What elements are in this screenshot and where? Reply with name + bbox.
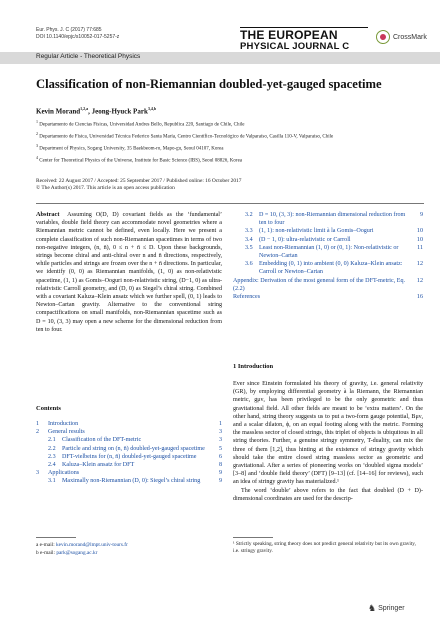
divider	[36, 203, 424, 204]
email-label: a e-mail:	[36, 542, 55, 548]
crossmark-icon	[376, 30, 390, 44]
toc-number: 1	[36, 421, 40, 427]
toc-title[interactable]: DFT-vielbeins for (n, n̄) doubled-yet-gauged spacetime	[62, 453, 197, 460]
introduction-body	[233, 380, 423, 503]
author-sup: 3,4,b	[147, 106, 157, 111]
affiliations	[36, 119, 426, 167]
publisher-logo	[368, 603, 405, 614]
toc-page[interactable]: 1	[218, 421, 222, 427]
toc-page[interactable]: 3	[218, 437, 222, 444]
toc-number: 3	[36, 470, 40, 477]
author-name[interactable]: Kevin Morand	[36, 107, 81, 116]
toc-number: 3.2	[245, 212, 253, 218]
toc-entry[interactable]	[36, 445, 222, 453]
toc-page[interactable]: 6	[218, 453, 222, 460]
email-link[interactable]: park@sogang.ac.kr	[56, 550, 98, 556]
section-heading-introduction: 1 Introduction	[233, 363, 274, 370]
toc-number: 3.1	[48, 478, 56, 485]
email-block	[36, 541, 222, 557]
toc-entry[interactable]	[36, 453, 222, 461]
toc-number: 3.3	[245, 228, 253, 235]
toc-entry[interactable]	[36, 420, 222, 428]
toc-number: 3.6	[245, 261, 253, 268]
toc-title[interactable]: Least non-Riemannian (1, 0) or (0, 1): Non-relativistic or Newton–Cartan	[259, 244, 399, 260]
toc-number: 2.1	[48, 437, 56, 444]
toc-title[interactable]: Appendix: Derivation of the most general form of the DFT-metric, Eq. (2.2)	[233, 277, 406, 292]
toc-entry[interactable]	[36, 477, 222, 485]
paragraph: Ever since Einstein formulated his theory of gravity, i.e. general relativity (GR), by employing differential geometry à la Riemann, the Riemannian metric, gμν, has been privileged to be the only geometric and thus gravitational field. All other fields are meant to be ‘extra matters’. On the other hand, string theory suggests us to put a two-form gauge potential, Bμν, and a scalar dilaton, ϕ, on an equal footing along with the metric. Forming the massless sector of closed strings, this triplet of objects is ubiquitous in all string theories. Further, a genuine stringy symmetry, T-duality, can mix the three of them [1,2], thus hinting at the existence of stringy gravity which should take the entire closed string massless sector as geometric and gravitational. After a series of pioneering works on ‘doubled sigma models’ [3–8] and ‘double field theory’ (DFT) [9–13] (cf. [14–16] for reviews), such an idea of stringy gravity has materialized.¹	[233, 381, 423, 486]
toc-page[interactable]: 5	[218, 445, 222, 452]
affiliation-text: Departamento de Ciencias Físicas, Universidad Andres Bello, Republica 220, Santiago de Chile, Chile	[39, 122, 245, 128]
affiliation-number: 4	[36, 154, 38, 160]
toc-page[interactable]: 9	[218, 478, 222, 485]
footnote-divider	[36, 537, 76, 538]
publisher-name: Springer	[378, 605, 405, 612]
contents-heading: Contents	[36, 405, 61, 412]
email-link[interactable]: kevin.morand@lmpt.univ-tours.fr	[56, 542, 128, 548]
affiliation-number: 3	[36, 142, 38, 148]
crossmark-badge[interactable]	[376, 30, 427, 44]
abstract-text: Assuming O(D, D) covariant fields as the ‘fundamental’ variables, double field theory can accommodate novel geometries where a Riemannian metric cannot be defined, even locally. Here we present a complete classification of such non-Riemannian spacetimes in terms of two non-negative integers, (n, n̄), 0 ≤ n + n̄ ≤ D. Upon these backgrounds, strings become chiral and anti-chiral over n and n̄ directions, respectively, while particles and strings are frozen over the n + n̄ directions. In particular, we identify (0, 0) as Riemannian manifolds, (1, 0) as non-relativistic spacetime, (1, 1) as Gomis–Ooguri non-relativistic string, (D−1, 0) as ultra-relativistic Carroll geometry, and (D, 0) as Siegel’s chiral string. Combined with a covariant Kaluza–Klein ansatz which we further spell, (0, 1) leads to Newton–Cartan gravity. Alternative to the conventional string compactifications on small manifolds, non-Riemannian spacetime such as D = 10, (3, 3) may open a new scheme for the dimensional reduction from ten to four.	[36, 212, 222, 333]
copyright-line: © The Author(s) 2017. This article is an open access publication	[36, 185, 175, 191]
toc-page[interactable]: 11	[417, 244, 423, 251]
toc-number: 3.4	[245, 236, 253, 243]
affiliation-text: Department of Physics, Sogang University, 35 Baekbeom-ro, Mapo-gu, Seoul 04107, Korea	[39, 146, 224, 152]
toc-entry[interactable]	[233, 236, 423, 244]
publication-dates	[36, 178, 426, 192]
toc-title[interactable]: General results	[48, 429, 85, 436]
affiliation	[36, 131, 426, 141]
affiliation	[36, 143, 426, 153]
toc-page[interactable]: 9	[218, 470, 222, 477]
toc-entry[interactable]	[233, 244, 423, 260]
toc-number: 2.3	[48, 453, 56, 460]
crossmark-label: CrossMark	[393, 33, 427, 41]
affiliation-number: 1	[36, 119, 38, 124]
email-line	[36, 541, 222, 549]
article-type-bar	[0, 52, 440, 64]
toc-entry[interactable]	[233, 293, 423, 301]
toc-page[interactable]: 12	[416, 277, 423, 284]
toc-title[interactable]: Kaluza–Klein ansatz for DFT	[62, 462, 135, 469]
springer-horse-icon: ♞	[368, 603, 377, 613]
affiliation	[36, 155, 426, 165]
journal-line-1: THE EUROPEAN	[240, 28, 338, 42]
abstract	[36, 211, 222, 334]
toc-title[interactable]: (1, 1): non-relativistic limit à la Gomis–Ooguri	[259, 228, 374, 235]
toc-number: 2.2	[48, 445, 56, 452]
author-sup: 1,2,a	[80, 106, 89, 111]
email-line	[36, 549, 222, 557]
toc-page[interactable]: 9	[419, 212, 423, 218]
paragraph: The word ‘double’ above refers to the fact that doubled (D + D)-dimensional coordinates are used for the descrip-	[233, 487, 423, 502]
toc-entry[interactable]	[233, 277, 423, 293]
toc-number: 3.5	[245, 244, 253, 251]
table-of-contents	[36, 420, 222, 486]
toc-entry[interactable]	[233, 227, 423, 235]
toc-entry[interactable]	[36, 436, 222, 444]
email-label: b e-mail:	[36, 550, 55, 556]
toc-title[interactable]: Particle and string on (n, n̄) doubled-yet-gauged spacetime	[62, 445, 205, 452]
author-separator: ,	[88, 107, 92, 116]
abstract-label: Abstract	[36, 211, 60, 218]
affiliation-text: Center for Theoretical Physics of the Universe, Institute for Basic Science (IBS), Seoul 08826, Korea	[39, 158, 243, 164]
toc-number: 2	[36, 429, 40, 436]
table-of-contents-continued	[233, 211, 423, 301]
toc-title[interactable]: Applications	[48, 470, 80, 477]
toc-title[interactable]: Maximally non-Riemannian (D, 0): Siegel’s chiral string	[62, 478, 201, 485]
toc-title[interactable]: (D − 1, 0): ultra-relativistic or Carroll	[259, 236, 351, 243]
authors	[36, 106, 156, 115]
footnote-divider	[233, 537, 273, 538]
toc-title[interactable]: D = 10, (3, 3): non-Riemannian dimensional reduction from ten to four	[259, 212, 406, 227]
toc-page[interactable]: 10	[416, 236, 423, 243]
toc-page[interactable]: 12	[416, 261, 423, 268]
toc-entry[interactable]	[36, 469, 222, 477]
article-title: Classification of non-Riemannian doubled-yet-gauged spacetime	[36, 77, 382, 91]
affiliation	[36, 119, 426, 129]
citation: Eur. Phys. J. C (2017) 77:685	[36, 27, 102, 33]
toc-page[interactable]: 3	[218, 429, 222, 436]
toc-title[interactable]: References	[233, 294, 261, 301]
toc-title[interactable]: Classification of the DFT-metric	[62, 437, 142, 444]
toc-number: 2.4	[48, 462, 56, 469]
toc-entry[interactable]	[36, 461, 222, 469]
toc-title[interactable]: Introduction	[48, 421, 79, 427]
author-name[interactable]: Jeong-Hyuck Park	[91, 107, 148, 116]
article-type: Regular Article - Theoretical Physics	[36, 53, 141, 60]
toc-entry[interactable]	[233, 211, 423, 227]
toc-title[interactable]: Embedding (0, 1) into ambient (0, 0) Kaluza–Klein ansatz: Carroll or Newton–Cartan	[259, 261, 403, 276]
toc-page[interactable]: 8	[218, 462, 222, 469]
toc-entry[interactable]	[36, 428, 222, 436]
toc-entry[interactable]	[233, 260, 423, 276]
doi[interactable]: DOI 10.1140/epjc/s10052-017-5257-z	[36, 34, 120, 40]
journal-line-2: PHYSICAL JOURNAL C	[240, 41, 350, 52]
affiliation-number: 2	[36, 130, 38, 136]
footnote: ¹ Strictly speaking, string theory does not predict general relativity but its own gravity, i.e. stringy gravity.	[233, 541, 416, 554]
received-line: Received: 22 August 2017 / Accepted: 25 September 2017 / Published online: 16 October 2017	[36, 178, 242, 184]
toc-page[interactable]: 10	[416, 228, 423, 235]
toc-page[interactable]: 16	[416, 294, 423, 301]
affiliation-text: Departamento de Física, Universidad Técnica Federico Santa María, Centro Científico-Tecnológico de Valparaíso, Casilla 110-V, Valparaiso, Chile	[39, 134, 334, 140]
